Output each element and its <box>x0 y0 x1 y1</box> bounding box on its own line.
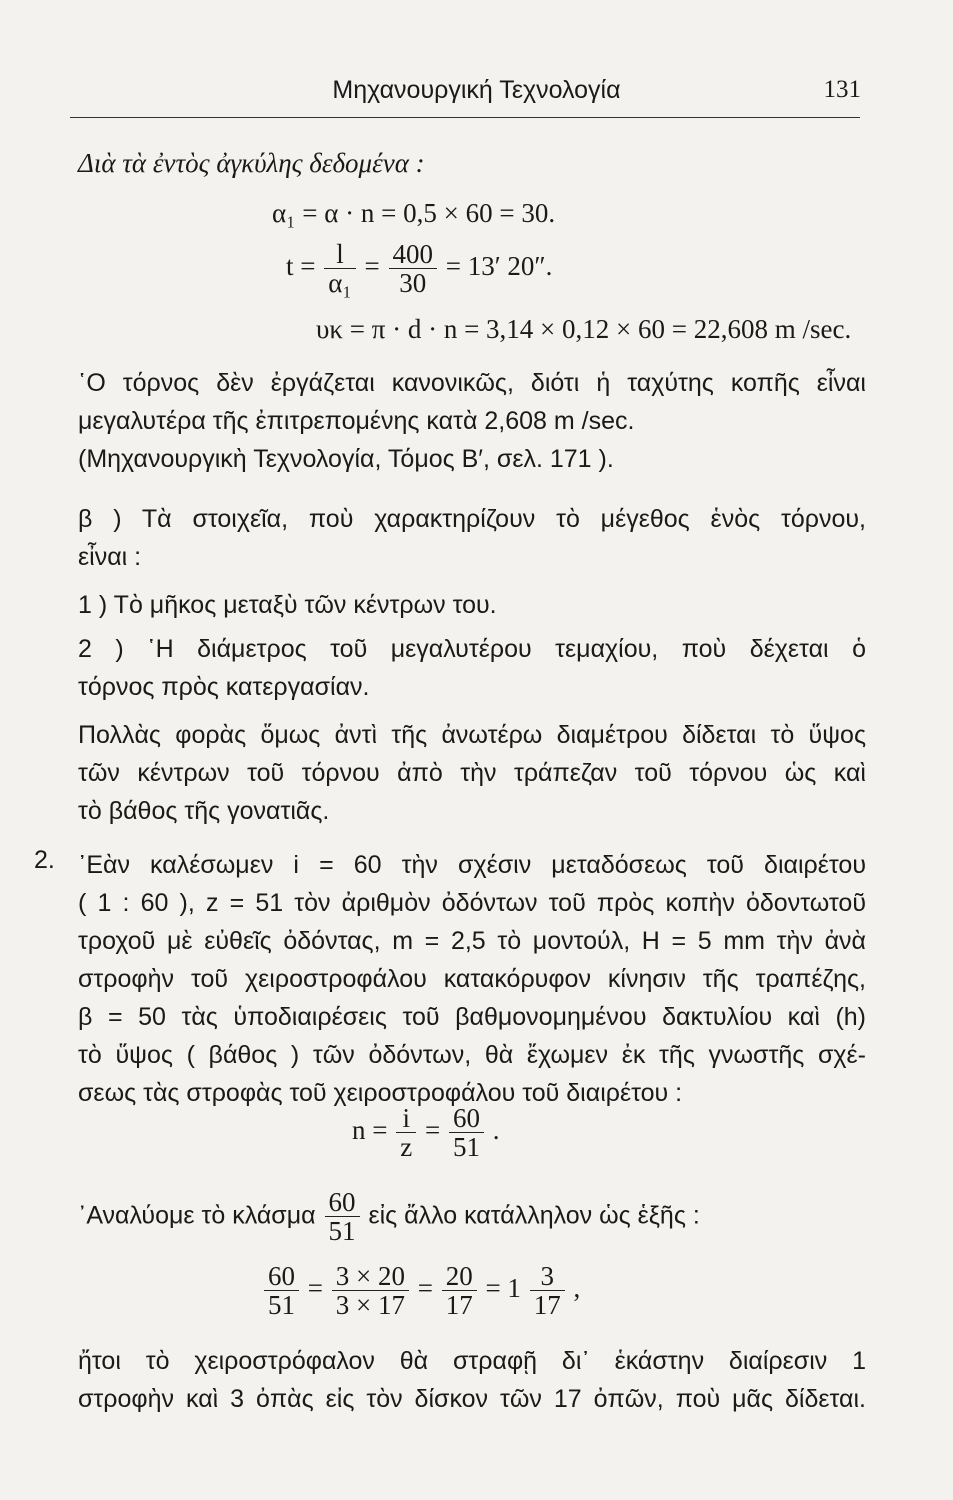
text-line: στροφὴν τοῦ χειροστροφάλου κατακόρυφον κίνησιν τῆς τραπέζης, <box>78 965 866 993</box>
fraction-numerator: 3 × 20 <box>332 1262 409 1291</box>
fraction-numerator: l <box>324 240 356 269</box>
text-line: στροφὴν καὶ 3 ὀπὰς εἰς τὸν δίσκον τῶν 17 ὀπῶν, ποὺ μᾶς δίδεται. <box>78 1385 866 1413</box>
fraction-numerator: i <box>396 1104 416 1133</box>
fraction-l-over-a1 <box>324 240 356 298</box>
eq-t-rhs: = 13′ 20″. <box>445 251 553 282</box>
eq-n-lhs: n = <box>352 1115 388 1146</box>
fraction-numerator: 400 <box>389 240 438 269</box>
eq-t-lhs: t = <box>286 251 316 282</box>
text-line: εἶναι : <box>78 543 142 571</box>
text-line: ἤτοι τὸ χειροστρόφαλον θὰ στραφῇ δι᾿ ἑκάστην διαίρεσιν 1 <box>78 1347 866 1375</box>
running-header-title: Μηχανουργική Τεχνολογία <box>332 76 621 104</box>
fraction-60-over-51 <box>449 1104 484 1162</box>
fraction-denominator: 30 <box>399 268 427 299</box>
fraction-60-over-51 <box>325 1188 360 1246</box>
fraction-denominator: 51 <box>328 1216 356 1247</box>
paragraph-item-1 <box>78 586 866 624</box>
paragraph-many-times <box>78 716 866 830</box>
paragraph-cutting-speed <box>78 364 866 440</box>
eq-t-equals: = <box>364 251 380 282</box>
text-line: μεγαλυτέρα τῆς ἐπιτρεπομένης κατὰ 2,608 m /sec. <box>78 407 635 435</box>
equation-a1: α₁ = α · n = 0,5 × 60 = 30. <box>272 198 556 228</box>
paragraph-item-2 <box>78 630 866 706</box>
fraction-denominator: 51 <box>268 1290 295 1321</box>
fraction-numerator: 60 <box>325 1188 360 1217</box>
analyze-before: ᾿Αναλύομε τὸ κλάσμα <box>78 1201 316 1230</box>
section-heading: Διὰ τὰ ἐντὸς ἀγκύλης δεδομένα : <box>78 148 425 178</box>
analyze-line <box>78 1188 700 1246</box>
equation-n <box>352 1104 499 1162</box>
equation-split <box>262 1262 580 1320</box>
fraction-denominator: z <box>400 1132 413 1163</box>
paragraph-exercise-2 <box>78 846 866 1112</box>
equation-vk: υκ = π · d · n = 3,14 × 0,12 × 60 = 22,608 m /sec. <box>316 314 852 344</box>
fraction-20-over-17 <box>442 1262 477 1320</box>
header-rule <box>70 117 860 118</box>
text-line: ῾Ο τόρνος δὲν ἐργάζεται κανονικῶς, διότι ἡ ταχύτης κοπῆς εἶναι <box>78 369 866 397</box>
text-line: τὸ βάθος τῆς γονατιᾶς. <box>78 797 330 825</box>
text-line: ᾿Εὰν καλέσωμεν i = 60 τὴν σχέσιν μεταδόσεως τοῦ διαιρέτου <box>78 851 866 879</box>
eq-n-end: . <box>492 1115 500 1146</box>
text-line: Πολλὰς φορὰς ὅμως ἀντὶ τῆς ἀνωτέρω διαμέτρου δίδεται τὸ ὕψος <box>78 721 866 749</box>
fraction-denominator: 3 × 17 <box>335 1290 405 1321</box>
paragraph-conclusion <box>78 1342 866 1418</box>
fraction-numerator: 60 <box>449 1104 484 1133</box>
eq-n-equals: = <box>424 1115 441 1146</box>
fraction-3-over-17 <box>530 1262 565 1320</box>
paragraph-beta <box>78 500 866 576</box>
text-line: 2 ) ῾Η διάμετρος τοῦ μεγαλυτέρου τεμαχίου, ποὺ δέχεται ὁ <box>78 635 866 663</box>
page-number: 131 <box>823 76 861 103</box>
eq-split-equals-one: = 1 <box>485 1273 521 1304</box>
analyze-after: εἰς ἄλλο κατάλληλον ὡς ἑξῆς : <box>368 1201 700 1230</box>
text-line: 1 ) Τὸ μῆκος μεταξὺ τῶν κέντρων του. <box>78 591 497 619</box>
fraction-denominator: 17 <box>533 1290 561 1321</box>
text-line: ( 1 : 60 ), z = 51 τὸν ἀριθμὸν ὀδόντων τοῦ πρὸς κοπὴν ὀδοντωτοῦ <box>78 889 866 917</box>
text-line: τροχοῦ μὲ εὐθεῖς ὀδόντας, m = 2,5 τὸ μοντούλ, H = 5 mm τὴν ἀνὰ <box>78 927 866 955</box>
eq-split-equals: = <box>417 1273 433 1304</box>
eq-split-equals: = <box>307 1273 323 1304</box>
fraction-denominator: 51 <box>452 1132 480 1163</box>
text-line: τῶν κέντρων τοῦ τόρνου ἀπὸ τὴν τράπεζαν τοῦ τόρνου ὡς καὶ <box>78 759 866 787</box>
fraction-denominator: α₁ <box>328 268 352 299</box>
fraction-numerator: 20 <box>442 1262 477 1291</box>
text-line: β = 50 τὰς ὑποδιαιρέσεις τοῦ βαθμονομημένου δακτυλίου καὶ (h) <box>78 1003 866 1031</box>
fraction-i-over-z <box>396 1104 416 1162</box>
eq-split-end: , <box>573 1273 581 1304</box>
text-line: (Μηχανουργικὴ Τεχνολογία, Τόμος Β′, σελ. 171 ). <box>78 445 614 473</box>
fraction-400-over-30 <box>389 240 438 298</box>
fraction-numerator: 3 <box>530 1262 565 1291</box>
paragraph-reference <box>78 440 866 478</box>
text-line: τόρνος πρὸς κατεργασίαν. <box>78 673 370 701</box>
exercise-number: 2. <box>34 846 55 874</box>
text-line: τὸ ὕψος ( βάθος ) τῶν ὀδόντων, θὰ ἔχωμεν ἐκ τῆς γνωστῆς σχέ- <box>78 1041 866 1069</box>
fraction-denominator: 17 <box>445 1290 473 1321</box>
text-line: β ) Τὰ στοιχεῖα, ποὺ χαρακτηρίζουν τὸ μέγεθος ἑνὸς τόρνου, <box>78 505 866 533</box>
fraction-3x20-over-3x17 <box>332 1262 409 1320</box>
text-line: σεως τὰς στροφὰς τοῦ χειροστροφάλου τοῦ διαιρέτου : <box>78 1079 683 1107</box>
equation-t <box>286 240 552 298</box>
fraction-60-over-51 <box>264 1262 299 1320</box>
fraction-numerator: 60 <box>264 1262 299 1291</box>
